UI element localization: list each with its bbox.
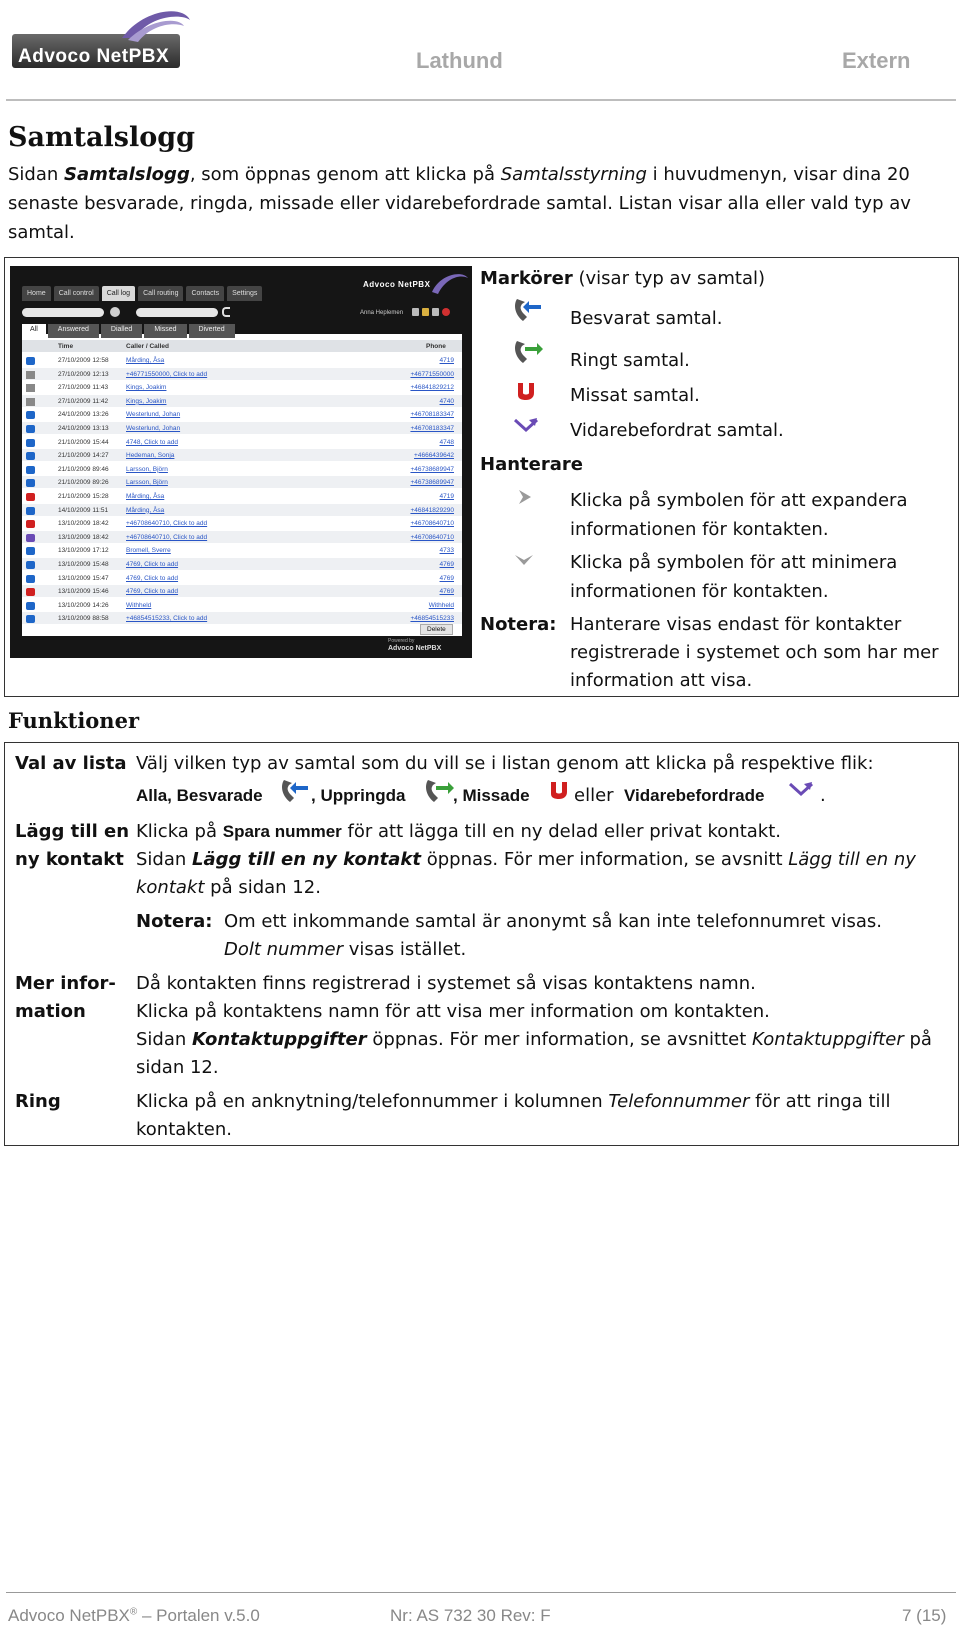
col-phone[interactable]: Phone	[426, 343, 446, 350]
answered-icon	[26, 452, 35, 460]
val-alla: Alla, Besvarade	[136, 786, 263, 805]
func-mer-line4: sidan 12.	[136, 1057, 219, 1078]
row-phone-link[interactable]: 4719	[439, 493, 454, 500]
func-ring-line1	[136, 1088, 891, 1116]
footer-center: Nr: AS 732 30 Rev: F	[390, 1606, 551, 1625]
mer-text: på	[903, 1029, 932, 1050]
marker-missed-label: Missat samtal.	[570, 385, 700, 406]
row-phone-link[interactable]: Withheld	[428, 601, 454, 609]
screenshot-action-icons	[412, 308, 450, 317]
answered-icon	[26, 439, 35, 447]
markers-note-label: Notera:	[480, 614, 557, 635]
row-caller-link[interactable]: Westerlund, Johan	[126, 411, 181, 419]
tab-call-log[interactable]: Call log	[102, 286, 135, 301]
tab-call-routing[interactable]: Call routing	[138, 286, 183, 301]
val-eller: eller	[574, 785, 614, 806]
row-caller-link[interactable]: Mårding, Åsa	[126, 493, 165, 500]
lagg-text: Klicka på	[136, 821, 223, 842]
row-phone-link[interactable]: +4666439642	[414, 452, 454, 460]
row-time: 13/10/2009 14:26	[58, 601, 109, 609]
row-caller-link[interactable]: +46708640710, Click to add	[126, 520, 208, 528]
row-time: 13/10/2009 18:42	[58, 533, 109, 541]
row-time: 13/10/2009 15:47	[58, 574, 109, 582]
row-time: 27/10/2009 11:42	[58, 397, 109, 405]
table-row[interactable]	[22, 381, 462, 393]
arrow-icon[interactable]	[432, 308, 439, 316]
table-row[interactable]	[22, 599, 462, 611]
intro-text: , som öppnas genom att klicka på	[189, 164, 501, 185]
table-row[interactable]	[22, 544, 462, 556]
table-row[interactable]	[22, 408, 462, 420]
footer-divider	[6, 1592, 956, 1593]
answered-icon	[26, 615, 35, 623]
row-caller-link[interactable]: Larsson, Björn	[126, 479, 168, 487]
screenshot-tabbar	[22, 286, 262, 301]
row-time: 27/10/2009 11:43	[58, 384, 109, 392]
header-divider	[6, 99, 956, 101]
expand-chevron-icon	[515, 488, 535, 506]
table-header	[22, 340, 462, 352]
ring-text: Klicka på en anknytning/telefonnummer i kolumnen	[136, 1091, 609, 1112]
table-row[interactable]	[22, 490, 462, 502]
ring-text: för att ringa till	[749, 1091, 891, 1112]
markers-note-line2: registrerade i systemet och som har mer	[570, 642, 939, 663]
row-caller-link[interactable]: +46708640710, Click to add	[126, 533, 208, 541]
screenshot-logo-icon	[430, 270, 470, 300]
tab-contacts[interactable]: Contacts	[186, 286, 224, 301]
footer-right: 7 (15)	[902, 1606, 947, 1625]
row-time: 13/10/2009 88:58	[58, 615, 109, 623]
lagg-text: på sidan 12.	[204, 877, 321, 898]
row-time: 24/10/2009 13:26	[58, 411, 109, 419]
tab-home[interactable]: Home	[22, 286, 51, 301]
row-phone-link[interactable]: 4769	[439, 561, 454, 568]
screenshot-phone-icon	[222, 307, 230, 317]
row-time: 13/10/2009 17:12	[58, 547, 109, 555]
row-caller-link[interactable]: Kings, Joakim	[126, 397, 167, 405]
markers-title-rest: (visar typ av samtal)	[572, 268, 766, 289]
intro-text-emph: Samtalslogg	[64, 164, 190, 185]
mer-text-italic: Kontaktuppgifter	[752, 1029, 904, 1050]
dialled-call-icon	[513, 339, 543, 367]
call-log-panel	[22, 326, 462, 636]
filter-answered[interactable]: Answered	[48, 324, 99, 338]
diverted-icon	[26, 534, 35, 542]
row-time: 13/10/2009 15:48	[58, 561, 109, 568]
answered-icon	[26, 466, 35, 474]
filter-bar	[22, 324, 462, 338]
markers-title-bold: Markörer	[480, 268, 573, 289]
row-time: 13/10/2009 18:42	[58, 520, 109, 528]
intro-paragraph	[8, 160, 928, 247]
delete-button[interactable]: Delete	[420, 624, 453, 635]
markers-title	[480, 268, 765, 289]
row-caller-link[interactable]: 4748, Click to add	[126, 438, 179, 446]
screenshot-phone-input[interactable]	[136, 308, 218, 317]
mer-text-emph: Kontaktuppgifter	[192, 1029, 367, 1050]
table-row[interactable]	[22, 422, 462, 434]
func-label-lagg-2: ny kontakt	[15, 849, 124, 870]
func-lagg-line3	[136, 874, 321, 902]
screenshot-username: Anna Heplemen	[360, 310, 404, 316]
row-time: 24/10/2009 13:13	[58, 425, 109, 432]
func-label-mer-2: mation	[15, 1001, 86, 1022]
table-row[interactable]	[22, 531, 462, 543]
lagg-note-line1: Om ett inkommande samtal är anonymt så kan inte telefonnumret visas.	[224, 911, 882, 932]
expand-icon	[26, 398, 35, 406]
call-log-screenshot	[10, 266, 472, 658]
row-phone-link[interactable]: 4769	[439, 574, 454, 582]
row-caller-link[interactable]: +46771550000, Click to add	[126, 370, 208, 378]
expand-icon	[26, 371, 35, 379]
handlers-title: Hanterare	[480, 454, 583, 475]
table-row[interactable]	[22, 463, 462, 475]
row-phone-link[interactable]: +46708183347	[410, 425, 454, 432]
collapse-chevron-icon	[513, 551, 535, 569]
markers-note-line3: information att visa.	[570, 670, 753, 691]
company-logo	[12, 8, 192, 70]
answered-icon	[26, 507, 35, 515]
intro-text: Sidan	[8, 164, 65, 185]
row-time: 21/10/2009 15:28	[58, 493, 109, 500]
row-phone-link[interactable]: 4733	[439, 547, 454, 555]
func-val-line1: Välj vilken typ av samtal som du vill se i listan genom att klicka på respektive flik:	[136, 753, 874, 774]
marker-answered-label: Besvarat samtal.	[570, 308, 723, 329]
powered-by: Powered by	[388, 638, 415, 644]
filter-diverted[interactable]: Diverted	[189, 324, 235, 338]
tab-call-control[interactable]: Call control	[54, 286, 99, 301]
val-uppringda: , Uppringda	[311, 786, 406, 805]
answered-icon	[26, 547, 35, 555]
row-phone-link[interactable]: 4719	[439, 357, 454, 364]
table-row[interactable]	[22, 572, 462, 584]
func-lagg-line2	[136, 846, 916, 874]
footer-left	[8, 1606, 260, 1626]
lagg-note-label: Notera:	[136, 911, 213, 932]
save-number-label: Spara nummer	[222, 822, 342, 841]
screenshot-search-input[interactable]	[22, 308, 104, 317]
powered-by-brand: Advoco NetPBX	[388, 645, 442, 652]
func-ring-line2: kontakten.	[136, 1119, 232, 1140]
missed-icon	[26, 520, 35, 528]
page-title: Samtalslogg	[8, 122, 196, 153]
missed-icon	[26, 493, 35, 501]
row-time: 21/10/2009 15:44	[58, 438, 109, 446]
answered-icon	[26, 411, 35, 419]
func-val-line2	[136, 782, 936, 810]
row-time: 27/10/2009 12:13	[58, 370, 109, 378]
row-phone-link[interactable]: +46841829290	[410, 506, 454, 514]
row-phone-link[interactable]: +46708640710	[410, 533, 454, 541]
row-caller-link[interactable]: Mårding, Åsa	[126, 506, 165, 514]
row-phone-link[interactable]: 4769	[439, 588, 454, 596]
func-label-ring: Ring	[15, 1091, 61, 1112]
missed-call-icon	[515, 381, 537, 401]
row-caller-link[interactable]: Westerlund, Johan	[126, 425, 181, 432]
table-row[interactable]	[22, 368, 462, 380]
row-time: 14/10/2009 11:51	[58, 506, 109, 514]
filter-dialled[interactable]: Dialled	[101, 324, 142, 338]
lagg-text-italic: Lägg till en ny	[788, 849, 916, 870]
answered-icon	[26, 561, 35, 569]
row-caller-link[interactable]: Kings, Joakim	[126, 384, 167, 392]
lagg-text: Sidan	[136, 849, 193, 870]
minimize-text-line1: Klicka på symbolen för att minimera	[570, 552, 898, 573]
lagg-text-emph: Lägg till en ny kontakt	[192, 849, 421, 870]
row-phone-link[interactable]: +46738689947	[410, 465, 454, 473]
row-phone-link[interactable]: +46738689947	[410, 479, 454, 487]
col-time[interactable]: Time	[58, 343, 74, 350]
ring-text-italic: Telefonnummer	[608, 1091, 750, 1112]
tab-settings[interactable]: Settings	[227, 286, 262, 301]
logo-text: Advoco NetPBX	[18, 46, 170, 67]
row-caller-link[interactable]: +46854515233, Click to add	[126, 615, 208, 623]
lagg-note-text: visas istället.	[343, 939, 467, 960]
expand-icon	[26, 384, 35, 392]
stop-icon[interactable]	[442, 308, 450, 316]
header-right-label: Extern	[842, 48, 911, 73]
func-label-lagg-1: Lägg till en	[15, 821, 130, 842]
row-phone-link[interactable]: +46841829212	[410, 384, 454, 392]
lagg-text: för att lägga till en ny delad eller privat kontakt.	[341, 821, 781, 842]
row-caller-link[interactable]: Withheld	[126, 601, 152, 609]
lock-icon[interactable]	[412, 308, 419, 316]
table-row[interactable]	[22, 585, 462, 597]
row-phone-link[interactable]: +46854515233	[410, 615, 454, 623]
diverted-call-icon	[513, 416, 539, 434]
dialled-call-icon	[424, 778, 454, 806]
diverted-call-icon	[788, 780, 814, 798]
row-time: 21/10/2009 14:27	[58, 452, 109, 460]
val-missade: , Missade	[453, 786, 530, 805]
func-lagg-line1	[136, 818, 781, 846]
screenshot-user-icon	[110, 307, 120, 317]
lagg-note-italic: Dolt nummer	[224, 939, 344, 960]
row-caller-link[interactable]: Larsson, Björn	[126, 465, 168, 473]
row-time: 13/10/2009 15:46	[58, 588, 109, 596]
answered-icon	[26, 602, 35, 610]
answered-call-icon	[513, 297, 543, 325]
table-row[interactable]	[22, 436, 462, 448]
row-phone-link[interactable]: 4740	[439, 397, 454, 405]
answered-call-icon	[280, 778, 310, 806]
answered-icon	[26, 575, 35, 583]
mer-text: Sidan	[136, 1029, 193, 1050]
footer-product: Advoco NetPBX	[8, 1606, 130, 1625]
col-caller[interactable]: Caller / Called	[126, 343, 169, 350]
val-vidare: Vidarebefordrade	[624, 786, 765, 805]
footer-reg-mark: ®	[129, 1606, 138, 1618]
lagg-text: öppnas. För mer information, se avsnitt	[421, 849, 789, 870]
expand-text-line1: Klicka på symbolen för att expandera	[570, 490, 908, 511]
marker-diverted-label: Vidarebefordrat samtal.	[570, 420, 784, 441]
functions-title: Funktioner	[8, 708, 140, 733]
footer-product-version: – Portalen v.5.0	[137, 1606, 260, 1625]
table-row[interactable]	[22, 504, 462, 516]
intro-text: i huvudmenyn, visar dina 20 senaste besvarade, ringda, missade eller vidarebefordrade samtal. Listan visar alla eller vald typ av samtal.	[8, 164, 911, 243]
lagg-note-line2	[224, 936, 466, 964]
table-row[interactable]	[22, 449, 462, 461]
table-row[interactable]	[22, 354, 462, 366]
answered-icon	[26, 479, 35, 487]
func-mer-line2: Klicka på kontaktens namn för att visa mer information om kontakten.	[136, 1001, 770, 1022]
row-caller-link[interactable]: 4769, Click to add	[126, 561, 179, 568]
func-mer-line1: Då kontakten finns registrerad i systemet så visas kontaktens namn.	[136, 973, 756, 994]
marker-dialled-label: Ringt samtal.	[570, 350, 690, 371]
row-time: 21/10/2009 89:46	[58, 465, 109, 473]
answered-icon	[26, 357, 35, 365]
header-center-label: Lathund	[416, 48, 503, 73]
table-row[interactable]	[22, 612, 462, 624]
row-time: 27/10/2009 12:58	[58, 357, 109, 364]
intro-text-emph: Samtalsstyrning	[500, 164, 647, 185]
row-caller-link[interactable]: Bromell, Sverre	[126, 547, 171, 555]
missed-call-icon	[548, 780, 570, 800]
row-caller-link[interactable]: Hedeman, Sonja	[126, 452, 175, 460]
row-caller-link[interactable]: Mårding, Åsa	[126, 357, 165, 364]
func-label-val: Val av lista	[15, 753, 127, 774]
filter-all[interactable]: All	[22, 324, 46, 338]
row-phone-link[interactable]: 4748	[439, 438, 454, 446]
mer-text: öppnas. För mer information, se avsnittet	[366, 1029, 753, 1050]
table-row[interactable]	[22, 558, 462, 570]
row-phone-link[interactable]: +46708183347	[410, 411, 454, 419]
flag-icon[interactable]	[422, 308, 429, 316]
row-caller-link[interactable]: 4769, Click to add	[126, 574, 179, 582]
minimize-text-line2: informationen för kontakten.	[570, 581, 829, 602]
row-time: 21/10/2009 89:26	[58, 479, 109, 487]
table-row[interactable]	[22, 476, 462, 488]
row-caller-link[interactable]: 4769, Click to add	[126, 588, 179, 596]
table-row[interactable]	[22, 517, 462, 529]
answered-icon	[26, 425, 35, 433]
screenshot-brand: Advoco NetPBX	[363, 280, 431, 289]
func-mer-line3	[136, 1026, 932, 1054]
row-phone-link[interactable]: +46708640710	[410, 520, 454, 528]
filter-missed[interactable]: Missed	[144, 324, 186, 338]
expand-text-line2: informationen för kontakten.	[570, 519, 829, 540]
table-row[interactable]	[22, 395, 462, 407]
lagg-text-italic: kontakt	[136, 877, 205, 898]
missed-icon	[26, 588, 35, 596]
val-dot: .	[820, 785, 826, 806]
markers-note-line1: Hanterare visas endast för kontakter	[570, 614, 902, 635]
func-label-mer-1: Mer infor-	[15, 973, 116, 994]
row-phone-link[interactable]: +46771550000	[410, 370, 454, 378]
